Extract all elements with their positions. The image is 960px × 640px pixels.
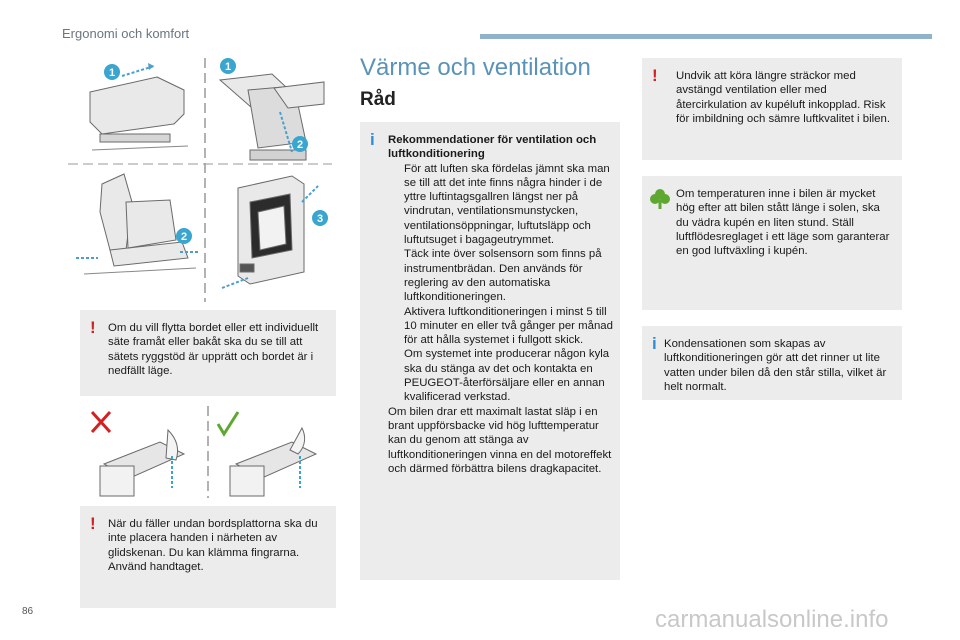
warning-box-recirculation — [642, 58, 902, 160]
callout-marker — [104, 64, 120, 80]
bullet-icon — [388, 162, 404, 248]
callout-marker — [292, 136, 308, 152]
callout-marker — [176, 228, 192, 244]
seat-table-illustration — [62, 52, 334, 306]
eco-tip-text: Om temperaturen inne i bilen är mycket hög efter att bilen stått länge i solen, ska du vädra kupén en liten stund. Ställ luftflödesreglaget i ett läge som garanterar en god luftväxling i kupén. — [676, 188, 890, 258]
watermark: carmanualsonline.info — [655, 606, 889, 633]
table-handle-illustration — [80, 404, 336, 500]
warning-box-table — [80, 310, 336, 396]
info-box-condensation — [642, 326, 902, 400]
warning-icon: ! — [90, 514, 96, 533]
section-title: Värme och ventilation — [360, 54, 591, 81]
callout-label: 3 — [316, 213, 324, 225]
warning-icon: ! — [652, 66, 658, 85]
info-icon: i — [370, 130, 375, 149]
warning-text: När du fäller undan bordsplattorna ska du inte placera handen i närheten av glidskenan. Du kan klämma fingrarna. Använd handtaget. — [108, 518, 318, 573]
bullet-icon — [388, 347, 404, 404]
list-item: Täck inte över solsensorn som finns på instrumentbrädan. Den används för reglering av den automatiska luftkonditioneringen. — [388, 247, 614, 304]
list-item: Aktivera luftkonditioneringen i minst 5 till 10 minuter en eller två gånger per månad för att hålla systemet i fullgott skick. — [388, 305, 614, 348]
recommendations-box — [360, 122, 620, 580]
cross-icon — [92, 412, 110, 432]
list-item: För att luften ska fördelas jämnt ska man se till att det inte finns några hinder i de yttre luftintagsgallren längst ner på vindrutan, ventilationsmunstycken, ventilationsöppningar, luftutsläpp och luftutsuget i bagageutrymmet. — [388, 162, 614, 248]
callout-label: 1 — [224, 61, 232, 73]
info-icon: i — [652, 334, 657, 353]
callout-marker — [220, 58, 236, 74]
warning-box-hand — [80, 506, 336, 608]
header-section-label: Ergonomi och komfort — [62, 26, 190, 41]
bullet-icon — [388, 247, 404, 304]
check-icon — [218, 412, 238, 434]
callout-label: 2 — [180, 231, 188, 243]
callout-marker — [312, 210, 328, 226]
eco-tip-box — [642, 176, 902, 310]
recommendations-closing: Om bilen drar ett maximalt lastat släp i en brant uppförsbacke vid hög lufttemperatur kan du genom att stänga av luftkonditioneringen vinna en del motoreffekt och därmed förbättra bilens dragkapacitet. — [388, 405, 612, 475]
tree-icon — [650, 188, 670, 214]
callout-label: 1 — [108, 67, 116, 79]
warning-icon: ! — [90, 318, 96, 337]
warning-text: Undvik att köra längre sträckor med avstängd ventilation eller med återcirkulation av kupéluft inkopplad. Risk för imbildning och sämre luftkvalitet i bilen. — [676, 70, 890, 125]
sub-title: Råd — [360, 89, 396, 110]
warning-text: Om du vill flytta bordet eller ett individuellt säte framåt eller bakåt ska du se till att sätets ryggstöd är upprätt och bordet är i nedfällt läge. — [108, 322, 319, 377]
page-number: 86 — [22, 606, 34, 617]
info-text: Kondensationen som skapas av luftkonditioneringen gör att det rinner ut lite vatten under bilen då den står stilla, vilket är helt normalt. — [664, 338, 887, 393]
header-accent-bar — [480, 34, 932, 39]
list-item: Om systemet inte producerar någon kyla ska du stänga av det och kontakta en PEUGEOT-återförsäljare eller en annan kvalificerad verkstad. — [388, 347, 614, 404]
callout-label: 2 — [296, 139, 304, 151]
bullet-icon — [388, 305, 404, 348]
recommendations-title: Rekommendationer för ventilation och luftkonditionering — [388, 134, 597, 161]
